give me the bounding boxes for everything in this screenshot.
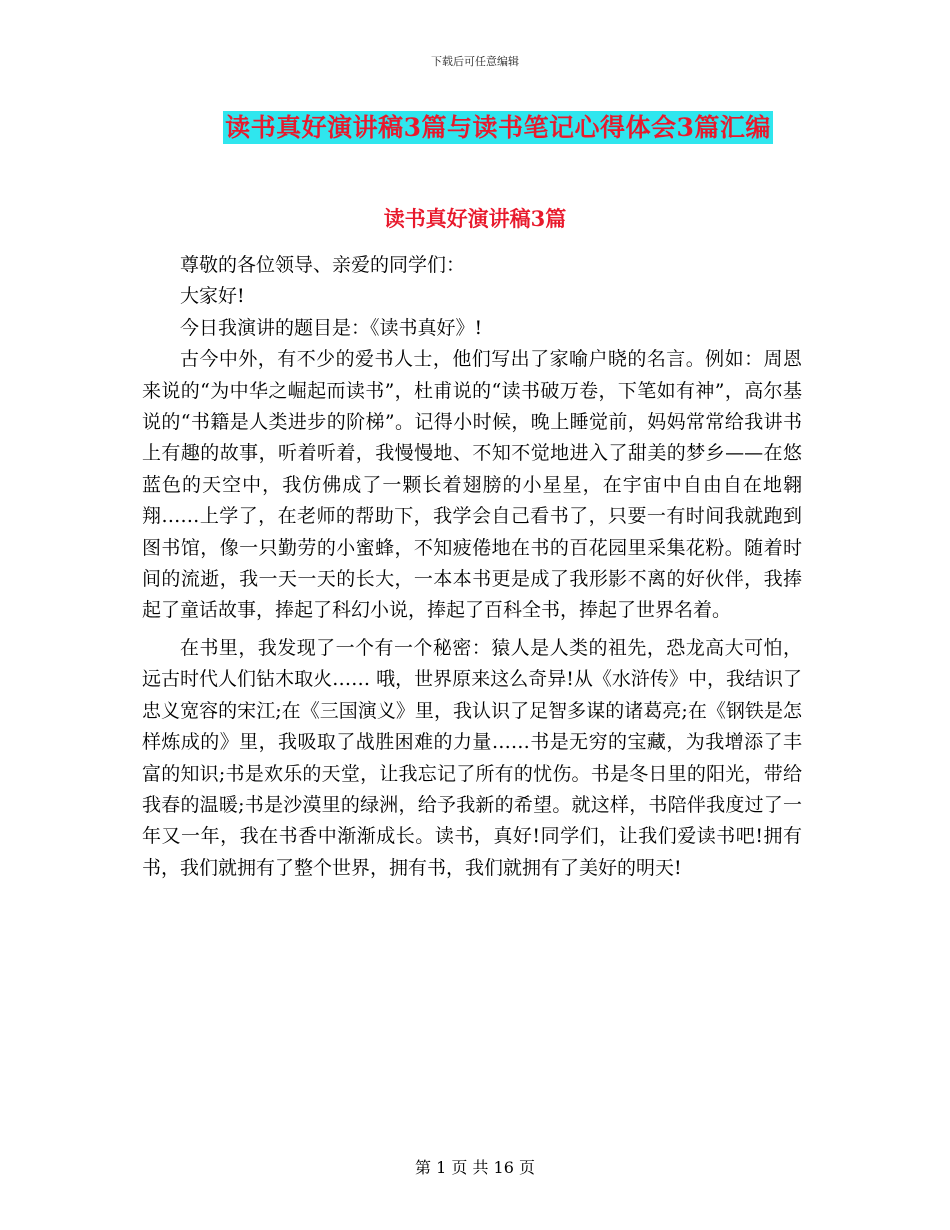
paragraph-2: 在书里，我发现了一个有一个秘密：猿人是人类的祖先，恐龙高大可怕，远古时代人们钻木取火…… 哦，世界原来这么奇异!从《水浒传》中，我结识了忠义宽容的宋江;在《三国演义》里，我认识了足智多谋的诸葛亮;在《钢铁是怎样炼成的》里，我吸取了战胜困难的力量……书是无穷的宝藏，为我增添了丰富的知识;书是欢乐的天堂，让我忘记了所有的忧伤。书是冬日里的阳光，带给我春的温暖;书是沙漠里的绿洲，给予我新的希望。就这样，书陪伴我度过了一年又一年，我在书香中渐渐成长。读书，真好!同学们，让我们爱读书吧!拥有书，我们就拥有了整个世界，拥有书，我们就拥有了美好的明天! [142, 636, 802, 879]
header-note: 下载后可任意编辑 [431, 55, 519, 68]
document-body [142, 250, 802, 884]
document-title: 读书真好演讲稿3篇与读书笔记心得体会3篇汇编 [225, 113, 771, 142]
document-title-wrapper [0, 111, 950, 144]
salutation-line: 尊敬的各位领导、亲爱的同学们： [180, 254, 466, 276]
topic-line: 今日我演讲的题目是：《读书真好》! [180, 316, 483, 339]
section-title: 读书真好演讲稿3篇 [383, 206, 567, 231]
greeting-line: 大家好! [180, 285, 245, 308]
page-number: 第 1 页 共 16 页 [415, 1158, 535, 1177]
paragraph-1: 古今中外，有不少的爱书人士，他们写出了家喻户晓的名言。例如：周恩来说的“为中华之崛起而读书”，杜甫说的“读书破万卷，下笔如有神”，高尔基说的“书籍是人类进步的阶梯”。记得小时候，晚上睡觉前，妈妈常常给我讲书上有趣的故事，听着听着，我慢慢地、不知不觉地进入了甜美的梦乡——在悠蓝色的天空中，我仿佛成了一颗长着翅膀的小星星，在宇宙中自由自在地翱翔……上学了，在老师的帮助下，我学会自己看书了，只要一有时间我就跑到图书馆，像一只勤劳的小蜜蜂，不知疲倦地在书的百花园里采集花粉。随着时间的流逝，我一天一天的长大，一本本书更是成了我形影不离的好伙伴，我捧起了童话故事，捧起了科幻小说，捧起了百科全书，捧起了世界名着。 [142, 348, 802, 622]
